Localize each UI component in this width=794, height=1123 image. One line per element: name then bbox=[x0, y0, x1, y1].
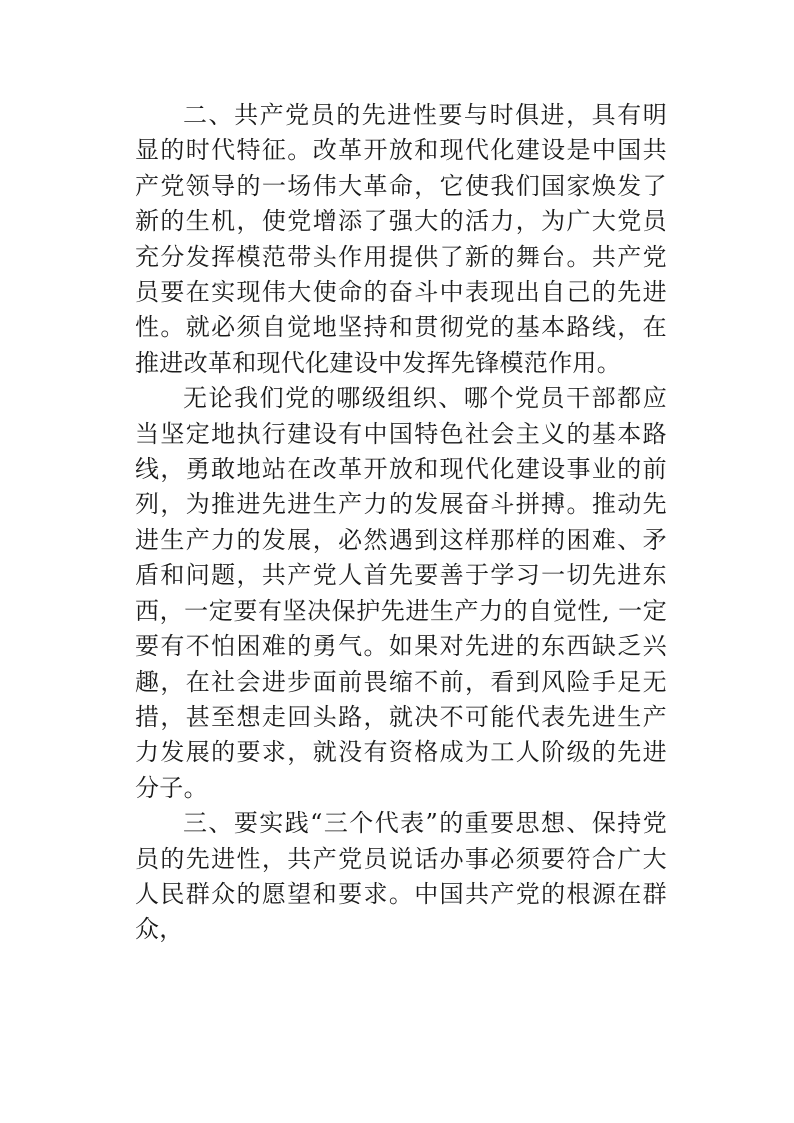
document-body bbox=[135, 98, 667, 948]
paragraph-2: 无论我们党的哪级组织、哪个党员干部都应当坚定地执行建设有中国特色社会主义的基本路线，勇敢地站在改革开放和现代化建设事业的前列，为推进先进生产力的发展奋斗拼搏。推动先进生产力的发展，必然遇到这样那样的困难、矛盾和问题，共产党人首先要善于学习一切先进东西，一定要有坚决保护先进生产力的自觉性, 一定要有不怕困难的勇气。如果对先进的东西缺乏兴趣，在社会进步面前畏缩不前，看到风险手足无措，甚至想走回头路，就决不可能代表先进生产力发展的要求，就没有资格成为工人阶级的先进分子。 bbox=[135, 384, 667, 802]
paragraph-3: 三、要实践“三个代表”的重要思想、保持党员的先进性，共产党员说话办事必须要符合广大人民群众的愿望和要求。中国共产党的根源在群众， bbox=[135, 809, 667, 944]
paragraph-1: 二、共产党员的先进性要与时俱进，具有明显的时代特征。改革开放和现代化建设是中国共产党领导的一场伟大革命，它使我们国家焕发了新的生机，使党增添了强大的活力，为广大党员充分发挥模范带头作用提供了新的舞台。共产党员要在实现伟大使命的奋斗中表现出自己的先进性。就必须自觉地坚持和贯彻党的基本路线，在推进改革和现代化建设中发挥先锋模范作用。 bbox=[135, 101, 667, 377]
